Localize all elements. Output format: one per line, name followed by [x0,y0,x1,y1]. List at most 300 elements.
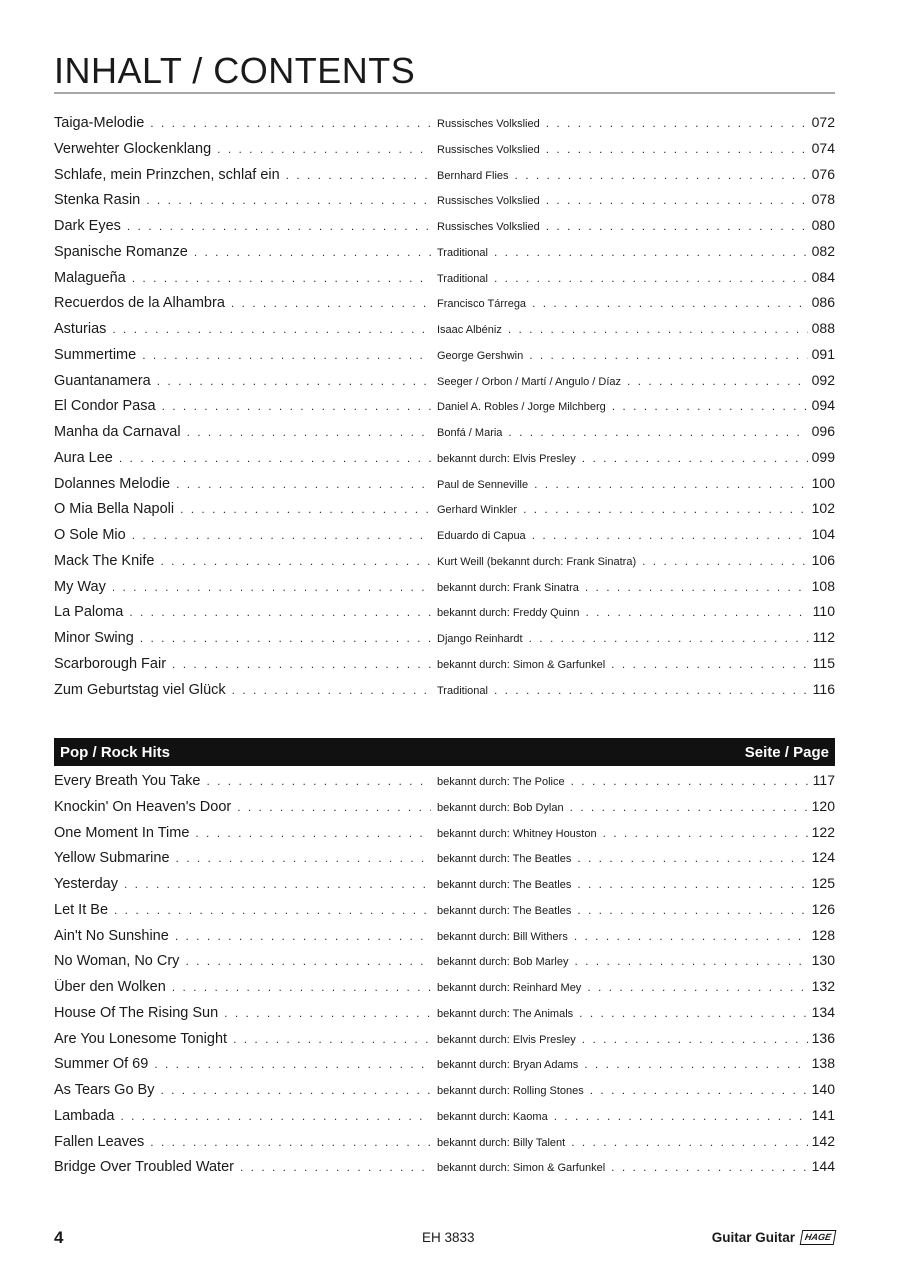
composer-cell [437,451,808,465]
toc-entry [54,552,835,578]
toc-entry [54,681,835,707]
song-title: Dolannes Melodie [54,475,171,492]
composer: bekannt durch: Whitney Houston [437,827,597,840]
composer-cell [437,800,808,814]
page-reference: 144 [811,1158,835,1175]
dot-leader [232,683,431,697]
toc-entry [54,927,835,953]
song-title: Are You Lonesome Tonight [54,1030,228,1047]
toc-entry [54,372,835,398]
toc-entry [54,629,835,655]
song-title: Guantanamera [54,372,151,389]
dot-leader [529,631,809,645]
song-title: Yellow Submarine [54,850,170,867]
composer: Eduardo di Capua [437,530,526,542]
title-rule [54,92,835,94]
dot-leader [124,877,431,891]
composer: bekannt durch: Frank Sinatra [437,581,579,594]
dot-leader [574,929,808,943]
song-cell [54,630,431,646]
page-reference: 078 [811,191,835,208]
toc-entry [54,423,835,449]
composer: bekannt durch: Freddy Quinn [437,607,580,620]
song-title: Knockin' On Heaven's Door [54,798,232,815]
dot-leader [574,954,807,968]
page-reference: 108 [811,577,835,594]
dot-leader [185,954,431,968]
song-title: Ain't No Sunshine [54,927,169,944]
composer-cell [437,193,808,207]
song-cell [54,902,431,918]
dot-leader [508,322,808,336]
song-cell [54,501,431,517]
song-cell [54,876,431,892]
composer-cell [437,399,808,413]
dot-leader [114,903,431,917]
song-title: O Mia Bella Napoli [54,501,175,518]
page-reference: 136 [811,1029,835,1046]
page-reference: 117 [812,772,835,788]
dot-leader [237,800,431,814]
composer: Traditional [437,272,488,285]
dot-leader [140,631,431,645]
toc-entry [54,294,835,320]
song-title: Minor Swing [54,630,134,646]
song-title: Bridge Over Troubled Water [54,1159,234,1176]
dot-leader [508,425,807,439]
composer: bekannt durch: Rolling Stones [437,1085,584,1097]
dot-leader [157,374,431,388]
composer-cell [437,1109,808,1123]
composer: Paul de Senneville [437,478,529,491]
page-reference: 122 [811,823,835,840]
toc-entry [54,1133,835,1159]
series-brand [712,1230,835,1245]
dot-leader [150,116,431,130]
song-title: Stenka Rasin [54,192,141,209]
song-cell [54,1082,431,1098]
edition-number: EH 3833 [422,1230,475,1245]
song-title: Malagueña [54,269,126,286]
toc-entry [54,952,835,978]
toc-entry [54,1081,835,1107]
composer-cell [437,605,809,619]
song-cell [54,656,431,672]
song-title: Über den Wolken [54,979,166,995]
composer-cell [437,1057,808,1071]
toc-entry [54,114,835,140]
composer: Francisco Tárrega [437,298,527,311]
dot-leader [577,903,807,917]
toc-entry [54,526,835,552]
dot-leader [494,271,808,285]
dot-leader [579,1006,807,1020]
dot-leader [612,399,808,413]
composer: George Gershwin [437,349,524,362]
dot-leader [162,399,431,413]
toc-list-pop [54,772,835,1184]
toc-entry [54,772,835,798]
composer: Kurt Weill (bekannt durch: Frank Sinatra) [437,555,637,568]
song-cell [54,244,431,260]
page-reference: 092 [811,371,835,388]
song-cell [54,1134,431,1150]
toc-entry [54,269,835,295]
dot-leader [546,116,808,130]
dot-leader [571,774,809,788]
dot-leader [150,1135,431,1149]
dot-leader [590,1083,808,1097]
toc-entry [54,475,835,501]
composer: bekannt durch: Bob Dylan [437,801,564,814]
song-cell [54,553,431,569]
toc-entry [54,901,835,927]
song-title: One Moment In Time [54,824,190,841]
toc-entry [54,1158,835,1184]
toc-entry [54,191,835,217]
page-reference: 140 [811,1081,835,1097]
dot-leader [570,800,808,814]
dot-leader [142,348,431,362]
composer: bekannt durch: Bill Withers [437,930,568,943]
page-reference: 132 [811,978,835,994]
dot-leader [603,826,808,840]
page-reference: 134 [811,1003,835,1020]
composer: bekannt durch: Simon & Garfunkel [437,658,606,671]
dot-leader [532,296,808,310]
dot-leader [112,322,431,336]
song-cell [54,115,431,131]
composer: Russisches Volkslied [437,221,540,233]
song-cell [54,850,431,866]
composer-cell [437,374,808,388]
dot-leader [172,980,431,994]
page-reference: 094 [811,397,835,414]
dot-leader [532,528,808,542]
dot-leader [187,425,431,439]
song-cell [54,799,431,815]
dot-leader [554,1109,808,1123]
page-reference: 100 [811,474,835,491]
song-title: Recuerdos de la Alhambra [54,295,225,312]
composer: Isaac Albéniz [437,324,502,336]
dot-leader [582,451,808,465]
dot-leader [523,502,808,516]
toc-list-classic [54,114,835,706]
page-reference: 110 [812,603,835,620]
toc-entry [54,875,835,901]
dot-leader [585,580,808,594]
song-title: Dark Eyes [54,218,121,234]
song-cell [54,192,431,208]
toc-entry [54,217,835,243]
dot-leader [146,193,431,207]
dot-leader [577,851,807,865]
composer-cell [437,1135,808,1149]
dot-leader [120,1109,431,1123]
composer-cell [437,631,809,645]
page-reference: 091 [811,345,835,362]
page-reference: 088 [811,320,835,336]
composer: Russisches Volkslied [437,195,540,208]
page-reference: 115 [812,654,835,671]
composer: Russisches Volkslied [437,118,540,130]
song-title: Schlafe, mein Prinzchen, schlaf ein [54,166,280,183]
composer: Russisches Volkslied [437,143,540,156]
page-reference: 086 [811,294,835,311]
composer: bekannt durch: Bryan Adams [437,1059,579,1072]
toc-entry [54,603,835,629]
song-cell [54,450,431,466]
dot-leader [611,1160,807,1174]
song-title: Every Breath You Take [54,773,201,789]
composer: Traditional [437,684,488,697]
song-title: Summer Of 69 [54,1056,149,1073]
section-title: Pop / Rock Hits [60,743,171,761]
dot-leader [217,142,431,156]
dot-leader [584,1057,807,1071]
composer-cell [437,477,808,491]
toc-entry [54,1004,835,1030]
toc-entry [54,166,835,192]
page-reference: 138 [811,1055,835,1072]
song-cell [54,476,431,492]
dot-leader [577,877,807,891]
song-title: Aura Lee [54,449,113,466]
song-cell [54,347,431,363]
song-title: Spanische Romanze [54,243,188,260]
song-cell [54,953,431,969]
page-title: INHALT / CONTENTS [54,50,416,91]
page-reference: 130 [811,952,835,969]
dot-leader [176,851,431,865]
composer-cell [437,142,808,156]
composer-cell [437,245,808,259]
dot-leader [231,296,431,310]
composer-cell [437,296,808,310]
song-title: La Paloma [54,604,124,621]
composer-cell [437,1032,808,1046]
dot-leader [494,683,809,697]
composer: bekannt durch: The Beatles [437,904,572,917]
song-cell [54,1005,431,1021]
composer: Seeger / Orbon / Martí / Angulo / Díaz [437,375,622,388]
page-reference: 125 [811,875,835,891]
composer: bekannt durch: Reinhard Mey [437,982,582,994]
dot-leader [546,219,808,233]
dot-leader [571,1135,807,1149]
dot-leader [224,1006,431,1020]
song-cell [54,979,431,995]
composer-cell [437,168,808,182]
composer: bekannt durch: Elvis Presley [437,452,576,465]
composer: bekannt durch: The Animals [437,1007,574,1020]
composer-cell [437,683,809,697]
dot-leader [585,605,808,619]
song-title: No Woman, No Cry [54,953,180,970]
composer: bekannt durch: The Beatles [437,853,572,866]
dot-leader [529,348,807,362]
page-reference: 076 [811,165,835,182]
composer-cell [437,322,808,336]
dot-leader [240,1160,431,1174]
song-cell [54,928,431,944]
composer: Gerhard Winkler [437,504,518,517]
song-title: Fallen Leaves [54,1133,145,1150]
composer-cell [437,774,809,788]
song-cell [54,167,431,183]
dot-leader [195,826,431,840]
composer: bekannt durch: Elvis Presley [437,1033,576,1046]
composer: Daniel A. Robles / Jorge Milchberg [437,401,606,414]
dot-leader [175,929,431,943]
toc-entry [54,243,835,269]
page-reference: 080 [811,217,835,233]
page-reference: 128 [811,926,835,943]
dot-leader [233,1032,431,1046]
dot-leader [176,477,431,491]
toc-entry [54,798,835,824]
composer-cell [437,554,808,568]
toc-entry [54,500,835,526]
dot-leader [194,245,431,259]
song-title: Verwehter Glockenklang [54,140,212,157]
song-title: Taiga-Melodie [54,115,145,131]
dot-leader [546,142,808,156]
composer: Django Reinhardt [437,633,523,645]
dot-leader [587,980,807,994]
song-cell [54,773,431,789]
toc-entry [54,849,835,875]
toc-entry [54,1030,835,1056]
section-header-pop-rock [54,738,835,766]
composer: Bernhard Flies [437,169,509,182]
page-reference: 084 [811,268,835,285]
song-title: Scarborough Fair [54,655,167,672]
dot-leader [206,774,431,788]
composer-cell [437,657,809,671]
page-reference: 099 [811,448,835,465]
song-title: Asturias [54,321,107,337]
toc-entry [54,397,835,423]
song-cell [54,579,431,595]
toc-entry [54,978,835,1004]
dot-leader [154,1057,431,1071]
page-reference: 141 [811,1106,835,1123]
composer-cell [437,528,808,542]
toc-entry [54,824,835,850]
song-cell [54,1159,431,1175]
page-reference: 120 [811,797,835,814]
song-cell [54,141,431,157]
composer-cell [437,219,808,233]
page-reference: 112 [812,629,835,645]
composer-cell [437,826,808,840]
dot-leader [112,580,431,594]
dot-leader [119,451,431,465]
composer-cell [437,348,808,362]
dot-leader [582,1032,808,1046]
page-reference: 096 [811,423,835,439]
song-title: As Tears Go By [54,1082,155,1098]
song-cell [54,825,431,841]
composer: bekannt durch: Bob Marley [437,956,569,969]
composer-cell [437,929,808,943]
page-reference: 074 [811,139,835,156]
toc-entry [54,578,835,604]
composer-cell [437,1160,808,1174]
page-reference: 126 [811,900,835,917]
song-cell [54,295,431,311]
series-name: Guitar Guitar [711,1230,795,1245]
song-cell [54,270,431,286]
page-reference: 102 [811,500,835,517]
composer: bekannt durch: Simon & Garfunkel [437,1162,606,1175]
composer: bekannt durch: The Police [437,776,565,788]
dot-leader [611,657,809,671]
composer: bekannt durch: Billy Talent [437,1136,566,1149]
song-title: Lambada [54,1107,115,1124]
composer-cell [437,271,808,285]
toc-entry [54,655,835,681]
song-cell [54,321,431,337]
song-title: Let It Be [54,901,109,918]
song-title: O Sole Mio [54,527,126,543]
composer: Bonfá / Maria [437,427,503,439]
dot-leader [546,193,808,207]
song-title: Mack The Knife [54,552,155,569]
composer-cell [437,954,808,968]
toc-entry [54,346,835,372]
song-title: Yesterday [54,876,118,892]
dot-leader [132,271,431,285]
page-reference: 106 [811,551,835,568]
composer-cell [437,502,808,516]
composer: bekannt durch: The Beatles [437,879,572,891]
song-cell [54,1031,431,1047]
song-title: Zum Geburtstag viel Glück [54,681,226,698]
song-cell [54,373,431,389]
page-reference: 072 [811,114,835,130]
dot-leader [515,168,808,182]
dot-leader [172,657,431,671]
song-cell [54,398,431,414]
dot-leader [127,219,431,233]
song-cell [54,682,431,698]
song-cell [54,218,431,234]
page-reference: 124 [811,849,835,866]
song-title: Manha da Carnaval [54,424,181,440]
composer: Traditional [437,246,488,259]
page-reference: 082 [811,242,835,259]
page-reference: 104 [811,526,835,542]
page-number: 4 [54,1228,64,1247]
composer-cell [437,980,808,994]
dot-leader [627,374,808,388]
composer-cell [437,116,808,130]
song-title: House Of The Rising Sun [54,1004,219,1021]
song-cell [54,1108,431,1124]
dot-leader [129,605,431,619]
dot-leader [534,477,808,491]
section-page-label: Seite / Page [744,743,829,761]
dot-leader [180,502,431,516]
composer-cell [437,877,808,891]
toc-entry [54,449,835,475]
composer-cell [437,903,808,917]
song-title: El Condor Pasa [54,398,156,415]
dot-leader [494,245,808,259]
